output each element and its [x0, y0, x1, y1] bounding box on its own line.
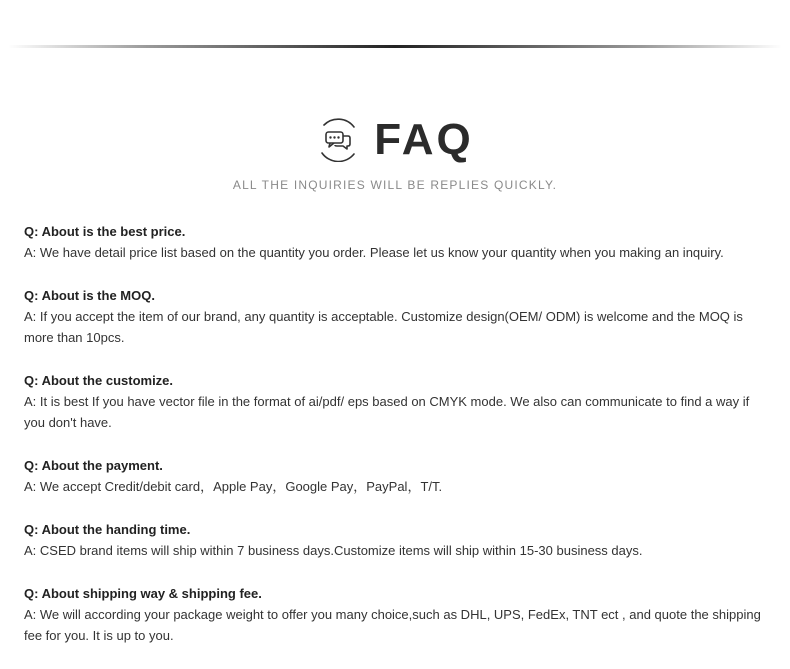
page-title: FAQ — [374, 115, 474, 164]
faq-question: Q: About the customize. — [24, 373, 174, 388]
faq-header — [0, 112, 790, 192]
faq-answer: A: We will according your package weight to offer you many choice,such as DHL, UPS, FedEx, TNT ect , and quote the shipping fee for you. It is up to you. — [24, 607, 761, 643]
faq-list — [24, 221, 772, 646]
faq-answer: A: It is best If you have vector file in the format of ai/pdf/ eps based on CMYK mode. We also can communicate to find a way if you don't have. — [24, 394, 750, 430]
faq-question: Q: About the payment. — [24, 458, 163, 473]
faq-question: Q: About shipping way & shipping fee. — [24, 586, 262, 601]
faq-item — [24, 519, 772, 561]
faq-item — [24, 370, 772, 433]
faq-answer: A: We have detail price list based on the quantity you order. Please let us know your quantity when you making an inquiry. — [24, 245, 724, 260]
faq-item — [24, 583, 772, 646]
faq-answer: A: We accept Credit/debit card，Apple Pay，Google Pay，PayPal，T/T. — [24, 479, 443, 494]
faq-answer: A: If you accept the item of our brand, any quantity is acceptable. Customize design(OEM/ ODM) is welcome and the MOQ is more than 10pcs. — [24, 309, 743, 345]
faq-question: Q: About is the best price. — [24, 224, 186, 239]
title-row — [0, 112, 790, 168]
faq-item — [24, 221, 772, 263]
top-divider — [8, 45, 782, 48]
faq-question: Q: About is the MOQ. — [24, 288, 155, 303]
faq-item — [24, 285, 772, 348]
faq-item — [24, 455, 772, 497]
faq-answer: A: CSED brand items will ship within 7 business days.Customize items will ship within 15-30 business days. — [24, 543, 643, 558]
faq-question: Q: About the handing time. — [24, 522, 191, 537]
chat-bubbles-icon — [316, 118, 360, 162]
page-subtitle: ALL THE INQUIRIES WILL BE REPLIES QUICKLY. — [232, 178, 558, 192]
